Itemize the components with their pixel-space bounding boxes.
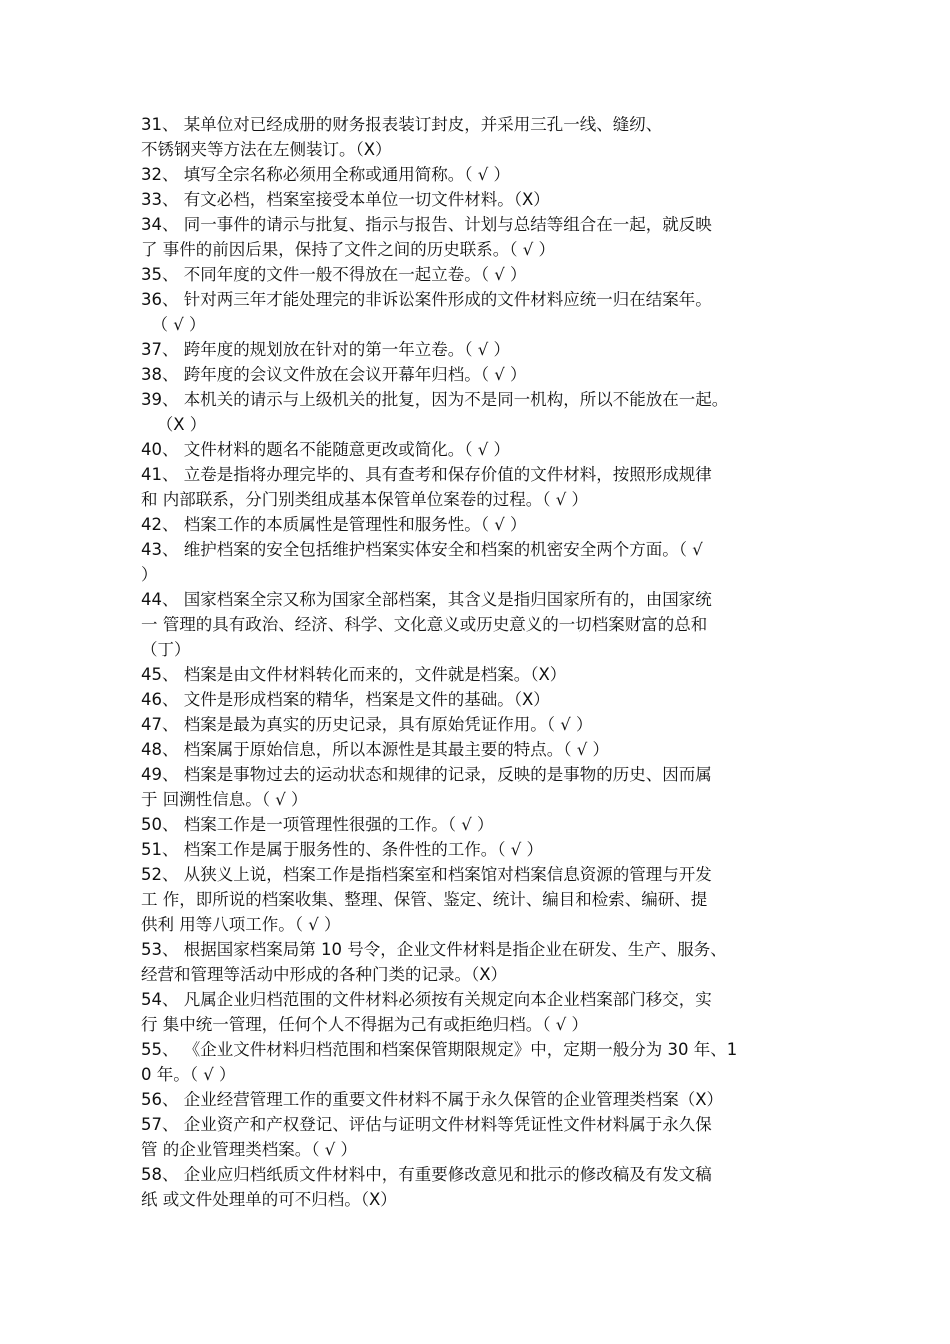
text-line: （X ） — [141, 415, 207, 434]
text-line: 经营和管理等活动中形成的各种门类的记录。（X） — [141, 965, 508, 984]
text-line: 50、 档案工作是一项管理性很强的工作。（ √ ） — [141, 815, 494, 834]
text-line: 52、 从狭义上说，档案工作是指档案室和档案馆对档案信息资源的管理与开发 — [141, 865, 712, 884]
text-line: 56、 企业经营管理工作的重要文件材料不属于永久保管的企业管理类档案（X） — [141, 1090, 724, 1109]
text-line: 40、 文件材料的题名不能随意更改或简化。（ √ ） — [141, 440, 510, 459]
text-line: 和 内部联系，分门别类组成基本保管单位案卷的过程。（ √ ） — [141, 490, 588, 509]
text-line: 39、 本机关的请示与上级机关的批复，因为不是同一机构，所以不能放在一起。 — [141, 390, 729, 409]
text-line: 34、 同一事件的请示与批复、指示与报告、计划与总结等组合在一起，就反映 — [141, 215, 712, 234]
text-line: 38、 跨年度的会议文件放在会议开幕年归档。（ √ ） — [141, 365, 527, 384]
text-line: 42、 档案工作的本质属性是管理性和服务性。（ √ ） — [141, 515, 527, 534]
text-line: 不锈钢夹等方法在左侧装订。（X） — [141, 140, 392, 159]
text-line: 供利 用等八项工作。（ √ ） — [141, 915, 341, 934]
text-line: 49、 档案是事物过去的运动状态和规律的记录，反映的是事物的历史、因而属 — [141, 765, 712, 784]
text-line: 36、 针对两三年才能处理完的非诉讼案件形成的文件材料应统一归在结案年。 — [141, 290, 712, 309]
text-line: 48、 档案属于原始信息，所以本源性是其最主要的特点。（ √ ） — [141, 740, 609, 759]
text-line: 58、 企业应归档纸质文件材料中，有重要修改意见和批示的修改稿及有发文稿 — [141, 1165, 712, 1184]
text-line: （ √ ） — [141, 315, 206, 334]
text-line: 32、 填写全宗名称必须用全称或通用简称。（ √ ） — [141, 165, 510, 184]
text-line: 46、 文件是形成档案的精华，档案是文件的基础。（X） — [141, 690, 550, 709]
text-line: 一 管理的具有政治、经济、科学、文化意义或历史意义的一切档案财富的总和 — [141, 615, 708, 634]
text-line: 33、 有文必档，档案室接受本单位一切文件材料。（X） — [141, 190, 550, 209]
text-line: 43、 维护档案的安全包括维护档案实体安全和档案的机密安全两个方面。（ √ — [141, 540, 703, 559]
text-line: 44、 国家档案全宗又称为国家全部档案，其含义是指归国家所有的，由国家统 — [141, 590, 712, 609]
text-line: 31、 某单位对已经成册的财务报表装订封皮，并采用三孔一线、缝纫、 — [141, 115, 663, 134]
document-body — [141, 112, 831, 1212]
text-line: 0 年。（ √ ） — [141, 1065, 236, 1084]
text-line: 35、 不同年度的文件一般不得放在一起立卷。（ √ ） — [141, 265, 527, 284]
text-line: 行 集中统一管理，任何个人不得据为己有或拒绝归档。（ √ ） — [141, 1015, 588, 1034]
text-line: 57、 企业资产和产权登记、评估与证明文件材料等凭证性文件材料属于永久保 — [141, 1115, 712, 1134]
text-line: 51、 档案工作是属于服务性的、条件性的工作。（ √ ） — [141, 840, 543, 859]
text-line: 41、 立卷是指将办理完毕的、具有查考和保存价值的文件材料，按照形成规律 — [141, 465, 712, 484]
text-line: 45、 档案是由文件材料转化而来的，文件就是档案。（X） — [141, 665, 567, 684]
text-line: 54、 凡属企业归档范围的文件材料必须按有关规定向本企业档案部门移交，实 — [141, 990, 712, 1009]
text-line: 55、 《企业文件材料归档范围和档案保管期限规定》中，定期一般分为 30 年、1 — [141, 1040, 738, 1059]
text-line: 纸 或文件处理单的可不归档。（X） — [141, 1190, 397, 1209]
text-line: ） — [141, 565, 158, 584]
text-line: 了 事件的前因后果，保持了文件之间的历史联系。（ √ ） — [141, 240, 555, 259]
text-line: 37、 跨年度的规划放在针对的第一年立卷。（ √ ） — [141, 340, 510, 359]
text-line: （丁） — [141, 640, 191, 659]
text-line: 于 回溯性信息。（ √ ） — [141, 790, 308, 809]
text-line: 53、 根据国家档案局第 10 号令，企业文件材料是指企业在研发、生产、服务、 — [141, 940, 727, 959]
text-line: 工 作，即所说的档案收集、整理、保管、鉴定、统计、编目和检索、编研、提 — [141, 890, 708, 909]
text-line: 管 的企业管理类档案。（ √ ） — [141, 1140, 357, 1159]
text-line: 47、 档案是最为真实的历史记录，具有原始凭证作用。（ √ ） — [141, 715, 593, 734]
